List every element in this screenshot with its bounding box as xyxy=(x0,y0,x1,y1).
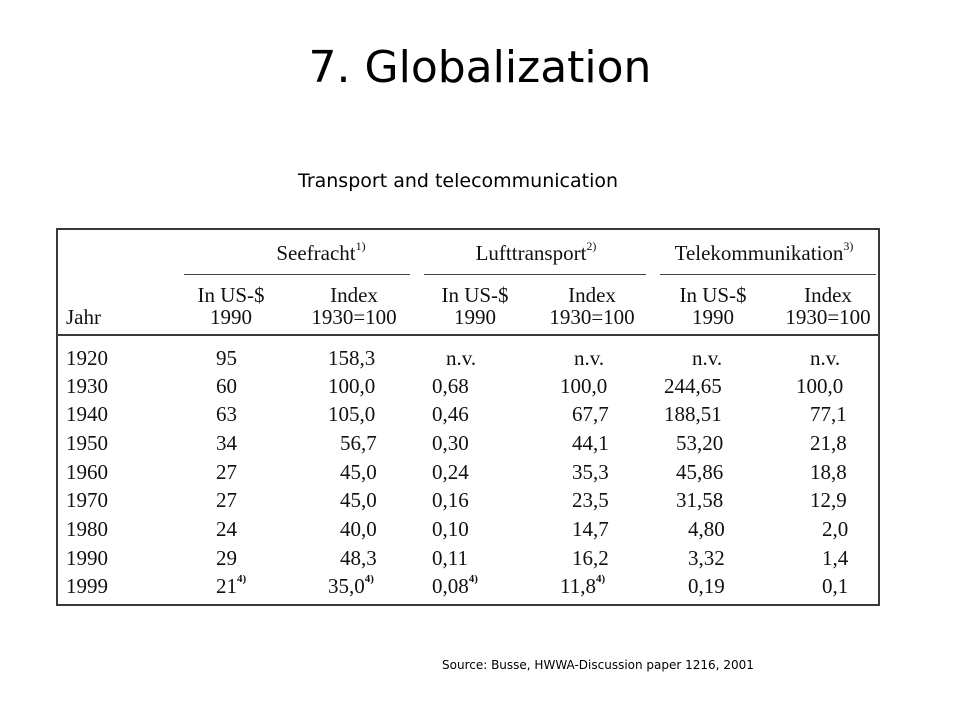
value-cell: 1,4 xyxy=(822,546,849,570)
subheader-lufttransport-index: Index 1930=100 xyxy=(549,283,635,329)
year-cell: 1930 xyxy=(66,374,108,398)
value-cell: 0,46 xyxy=(432,402,469,426)
footnote-marker: 1) xyxy=(355,239,366,253)
value-cell: n.v. xyxy=(810,346,841,370)
table-row xyxy=(58,486,878,514)
year-cell: 1920 xyxy=(66,346,108,370)
year-cell: 1950 xyxy=(66,431,108,455)
value-cell: 77,1 xyxy=(810,402,847,426)
year-cell: 1999 xyxy=(66,574,108,598)
value-cell: 45,86 xyxy=(676,460,724,484)
value-cell: 2,0 xyxy=(822,517,849,541)
value-cell: 0,16 xyxy=(432,488,469,512)
value-cell: 35,0$^{4)}$ xyxy=(328,573,374,598)
value-cell: 0,24 xyxy=(432,460,469,484)
year-cell: 1960 xyxy=(66,460,108,484)
group-rule-lufttransport xyxy=(424,274,646,275)
value-cell: 21$^{4)}$ xyxy=(216,573,247,598)
value-cell: 56,7 xyxy=(340,431,377,455)
value-cell: 44,1 xyxy=(572,431,609,455)
group-rule-seefracht xyxy=(184,274,410,275)
year-cell: 1970 xyxy=(66,488,108,512)
footnote-marker: 3) xyxy=(843,239,854,253)
subheader-lufttransport-usd: In US-$ 1990 xyxy=(441,283,509,329)
value-cell: 16,2 xyxy=(572,546,609,570)
value-cell: 18,8 xyxy=(810,460,847,484)
slide-title: 7. Globalization xyxy=(308,42,652,93)
value-cell: 95 xyxy=(216,346,237,370)
value-cell: 0,10 xyxy=(432,517,469,541)
value-cell: 0,1 xyxy=(822,574,849,598)
footnote-marker: 2) xyxy=(586,239,597,253)
value-cell: 63 xyxy=(216,402,237,426)
value-cell: 105,0 xyxy=(328,402,376,426)
table-row xyxy=(58,544,878,572)
value-cell: n.v. xyxy=(692,346,723,370)
header-separator xyxy=(58,334,878,336)
subheader-telekom-usd: In US-$ 1990 xyxy=(679,283,747,329)
value-cell: 27 xyxy=(216,460,237,484)
value-cell: 27 xyxy=(216,488,237,512)
group-header-seefracht: Seefracht$^{1)}$ xyxy=(276,239,366,265)
value-cell: 0,11 xyxy=(432,546,468,570)
footnote-marker: 4) xyxy=(595,573,606,585)
value-cell: 67,7 xyxy=(572,402,609,426)
value-cell: 45,0 xyxy=(340,460,377,484)
value-cell: 48,3 xyxy=(340,546,377,570)
value-cell: 31,58 xyxy=(676,488,724,512)
table-row xyxy=(58,515,878,543)
group-rule-telekommunikation xyxy=(660,274,876,275)
footnote-marker: 4) xyxy=(364,573,374,585)
group-header-lufttransport: Lufttransport$^{2)}$ xyxy=(475,239,597,265)
value-cell: 4,80 xyxy=(688,517,725,541)
subheader-seefracht-index: Index 1930=100 xyxy=(311,283,397,329)
value-cell: 45,0 xyxy=(340,488,377,512)
source-note: Source: Busse, HWWA-Discussion paper 1216, 2001 xyxy=(442,658,754,672)
value-cell: 23,5 xyxy=(572,488,609,512)
footnote-marker: 4) xyxy=(468,573,478,585)
value-cell: 100,0 xyxy=(796,374,844,398)
year-column-header: Jahr xyxy=(66,305,101,329)
value-cell: 40,0 xyxy=(340,517,377,541)
value-cell: 188,51 xyxy=(664,402,722,426)
value-cell: 24 xyxy=(216,517,237,541)
year-cell: 1940 xyxy=(66,402,108,426)
value-cell: 100,0 xyxy=(560,374,608,398)
value-cell: 158,3 xyxy=(328,346,376,370)
table-row xyxy=(58,429,878,457)
value-cell: 34 xyxy=(216,431,237,455)
table-caption: Transport and telecommunication xyxy=(298,170,619,192)
table-row xyxy=(58,458,878,486)
subheader-seefracht-usd: In US-$ 1990 xyxy=(197,283,265,329)
value-cell: 53,20 xyxy=(676,431,724,455)
year-cell: 1980 xyxy=(66,517,108,541)
value-cell: 3,32 xyxy=(688,546,725,570)
table-row xyxy=(58,400,878,428)
value-cell: 0,68 xyxy=(432,374,469,398)
value-cell: 60 xyxy=(216,374,237,398)
group-header-telekommunikation: Telekommunikation$^{3)}$ xyxy=(674,239,854,265)
value-cell: 29 xyxy=(216,546,237,570)
value-cell: 35,3 xyxy=(572,460,609,484)
table-row xyxy=(58,344,878,372)
value-cell: 100,0 xyxy=(328,374,376,398)
transport-telecom-table xyxy=(56,228,880,606)
value-cell: 0,08$^{4)}$ xyxy=(432,573,478,598)
table-row xyxy=(58,372,878,400)
subheader-telekom-index: Index 1930=100 xyxy=(785,283,871,329)
value-cell: n.v. xyxy=(574,346,605,370)
value-cell: 244,65 xyxy=(664,374,722,398)
year-cell: 1990 xyxy=(66,546,108,570)
value-cell: 11,8$^{4)}$ xyxy=(560,573,606,598)
value-cell: 12,9 xyxy=(810,488,847,512)
table-row xyxy=(58,572,878,600)
value-cell: 21,8 xyxy=(810,431,847,455)
value-cell: n.v. xyxy=(446,346,477,370)
value-cell: 0,19 xyxy=(688,574,725,598)
value-cell: 14,7 xyxy=(572,517,609,541)
footnote-marker: 4) xyxy=(237,573,247,585)
value-cell: 0,30 xyxy=(432,431,469,455)
